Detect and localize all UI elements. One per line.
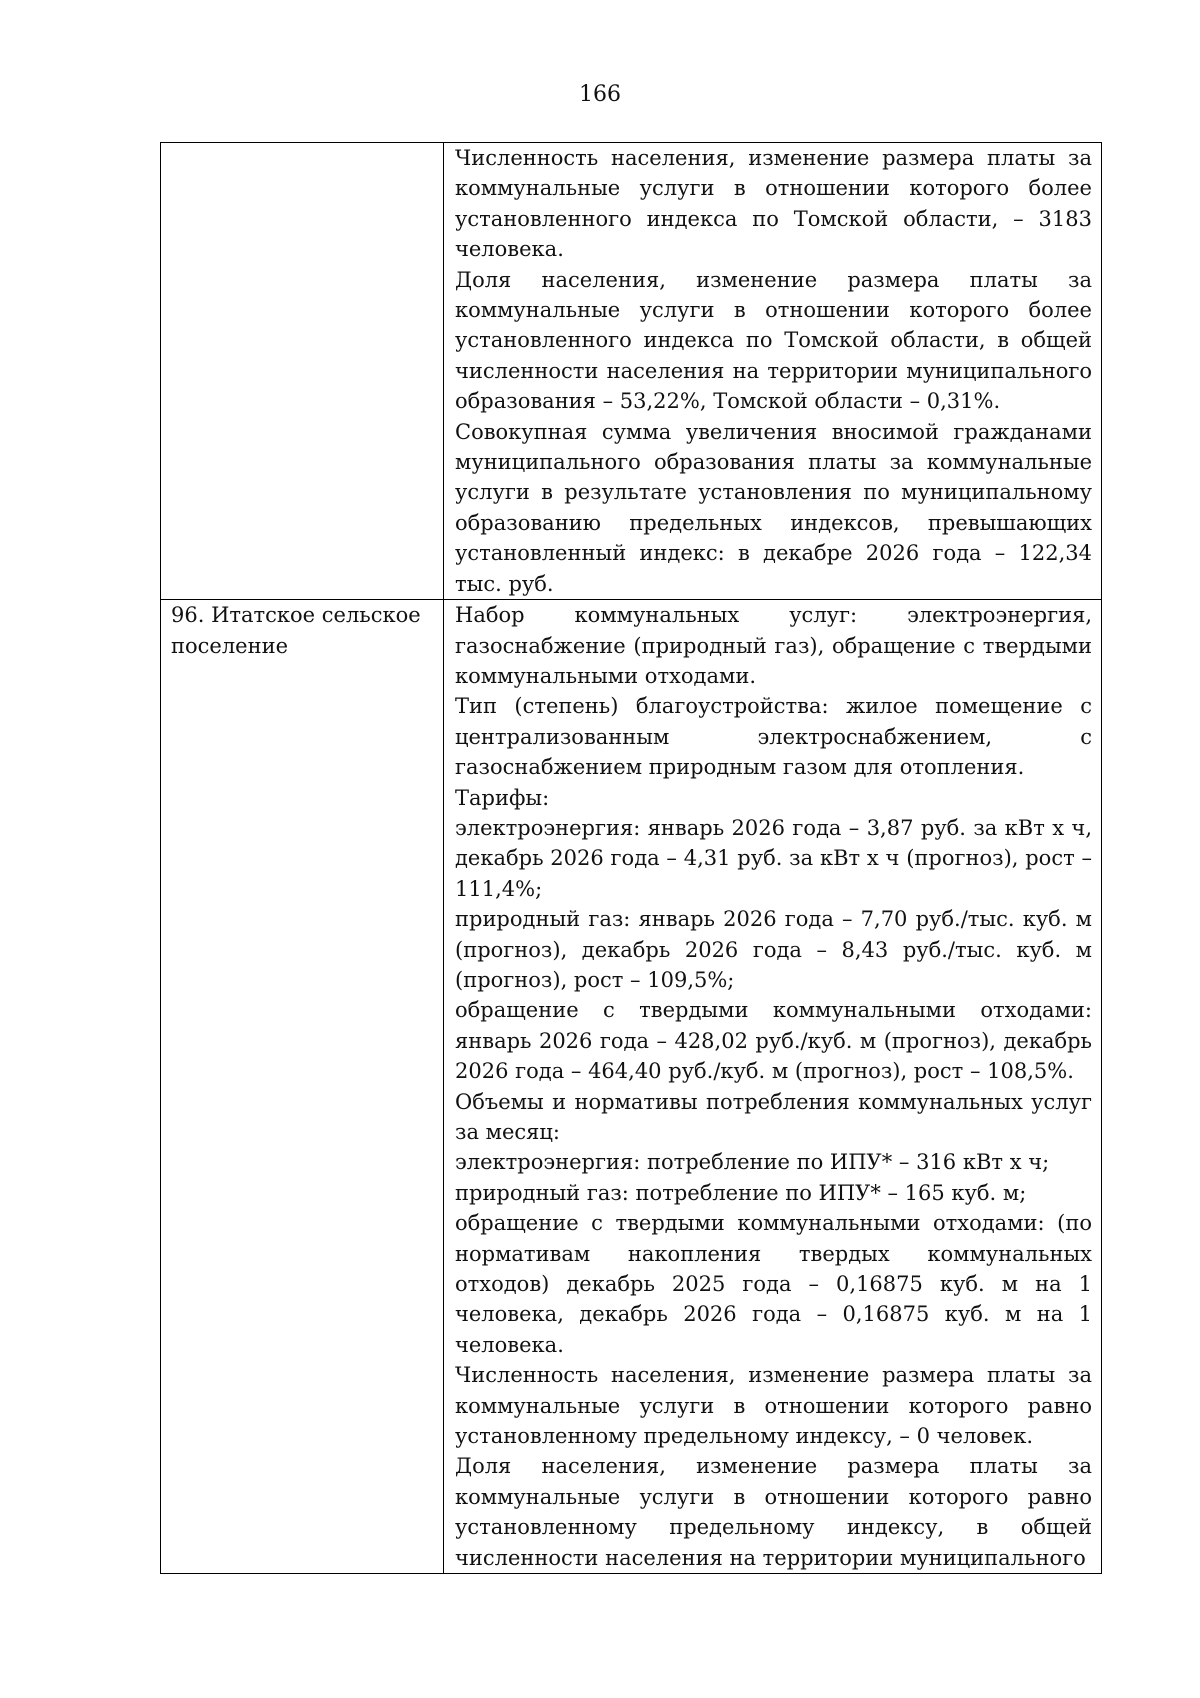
description-paragraph: Совокупная сумма увеличения вносимой гражданами муниципального образования платы за коммунальные услуги в результате установления по муниципальному образованию предельных индексов, превышающих установленный индекс: в декабре 2026 года – 122,34 тыс. руб. <box>455 419 1092 596</box>
description-cell <box>444 600 1102 1574</box>
description-paragraph: природный газ: январь 2026 года – 7,70 руб./тыс. куб. м (прогноз), декабрь 2026 года – 8,43 руб./тыс. куб. м (прогноз), рост – 109,5%; <box>455 907 1092 992</box>
description-cell <box>444 143 1102 600</box>
description-paragraph: Набор коммунальных услуг: электроэнергия, газоснабжение (природный газ), обращение с твердыми коммунальными отходами. <box>455 603 1092 688</box>
table-row <box>161 600 1102 1574</box>
municipal-utilities-table <box>160 142 1102 1574</box>
description-paragraph: обращение с твердыми коммунальными отходами: (по нормативам накопления твердых коммунальных отходов) декабрь 2025 года – 0,16875 куб. м на 1 человека, декабрь 2026 года – 0,16875 куб. м на 1 человека. <box>455 1211 1092 1357</box>
description-paragraph: обращение с твердыми коммунальными отходами: январь 2026 года – 428,02 руб./куб. м (прогноз), декабрь 2026 года – 464,40 руб./куб. м (прогноз), рост – 108,5%. <box>455 998 1092 1084</box>
description-paragraph: Объемы и нормативы потребления коммунальных услуг за месяц: <box>455 1089 1092 1144</box>
description-paragraph: природный газ: потребление по ИПУ* – 165 куб. м; <box>455 1180 1027 1205</box>
description-paragraph: Доля населения, изменение размера платы за коммунальные услуги в отношении которого более установленного индекса по Томской области, в общей численности населения на территории муниципального образования – 53,22%, Томской области – 0,31%. <box>455 267 1092 414</box>
description-paragraph: Численность населения, изменение размера платы за коммунальные услуги в отношении которого более установленного индекса по Томской области, – 3183 человека. <box>455 146 1092 262</box>
description-paragraph: Численность населения, изменение размера платы за коммунальные услуги в отношении которого равно установленному предельному индексу, – 0 человек. <box>455 1363 1092 1449</box>
description-paragraph: Доля населения, изменение размера платы за коммунальные услуги в отношении которого равно установленному предельному индексу, в общей численности населения на территории муниципального <box>455 1454 1092 1570</box>
description-paragraph: Тип (степень) благоустройства: жилое помещение с централизованным электроснабжением, с газоснабжением природным газом для отопления. <box>455 694 1092 780</box>
municipality-name-cell <box>161 600 444 1574</box>
description-paragraph: электроэнергия: потребление по ИПУ* – 316 кВт х ч; <box>455 1150 1050 1175</box>
municipality-name: 96. Итатское сельское поселение <box>171 603 421 658</box>
table-row <box>161 143 1102 600</box>
municipality-name-cell <box>161 143 444 600</box>
description-paragraph: электроэнергия: январь 2026 года – 3,87 руб. за кВт х ч, декабрь 2026 года – 4,31 руб. за кВт х ч (прогноз), рост – 111,4%; <box>455 815 1092 901</box>
description-paragraph: Тарифы: <box>455 785 550 810</box>
page-number: 166 <box>579 82 621 107</box>
